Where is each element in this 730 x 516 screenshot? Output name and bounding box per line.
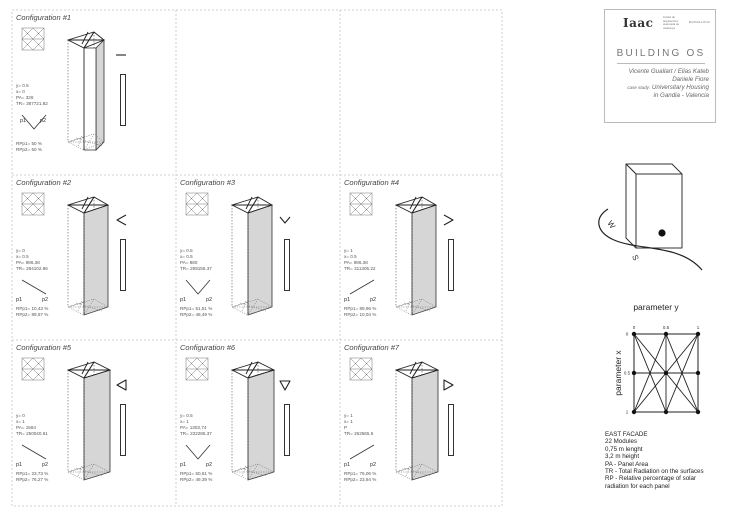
p1-label: p1: [16, 297, 23, 302]
x-tick-label: 0: [625, 331, 629, 337]
panel-selector-diagram: [180, 443, 220, 467]
parameter-chart: [620, 316, 710, 416]
panel-grid-thumbnail: [348, 356, 374, 382]
grid-node: [664, 332, 668, 336]
panel-prism-drawing: [60, 183, 116, 335]
parameter-line: TR= 284102.86: [16, 266, 48, 271]
building-box-left: [626, 164, 636, 248]
rp-line: RPp2= 76,27 %: [16, 477, 49, 482]
parameter-line: PA= 986.38: [344, 260, 368, 265]
legend-line: 0,75 m lenght: [605, 445, 643, 453]
parameter-line: y= 0.5: [16, 83, 29, 88]
title-block: [604, 9, 716, 123]
p1-label: p1: [344, 297, 351, 302]
panel-prism-drawing: [60, 18, 116, 170]
x-tick-label: 0.5: [623, 370, 631, 376]
compass-s-label: S: [630, 253, 641, 262]
logo-institution-text: institut de arquitectura avançada de catalunya: [663, 15, 680, 30]
configuration-title: Configuration #2: [16, 178, 72, 187]
rp-line: RPp1= 51,51 %: [180, 306, 213, 311]
legend-line: radiation for each panel: [605, 482, 670, 490]
parameter-line: PA= 326: [16, 95, 34, 100]
parameter-line: TR= 250040.61: [16, 431, 48, 436]
rp-line: RPp1= 89,96 %: [344, 306, 377, 311]
selector-line: [186, 280, 210, 294]
case-study-label: case study:: [627, 85, 651, 90]
selector-line: [22, 280, 46, 294]
shaded-panel: [248, 370, 274, 480]
panel-selector-diagram: [180, 278, 220, 302]
panel-prism-drawing: [224, 348, 280, 500]
relative-percentages: [344, 471, 376, 483]
parameter-line: y= 0: [16, 413, 25, 418]
parameter-line: x= 0.5: [180, 254, 193, 259]
parameter-line: TR= 311306.22: [344, 266, 376, 271]
legend-line: 22 Modules: [605, 438, 637, 446]
parameter-line: x= 1: [344, 419, 353, 424]
rp-line: RPp2= 10,04 %: [344, 312, 377, 317]
legend-line: TR - Total Radiation on the surfaces: [605, 468, 704, 476]
panel-selector-diagram: [344, 278, 384, 302]
panel-grid-thumbnail: [184, 356, 210, 382]
panel-grid-thumbnail: [20, 356, 46, 382]
relative-percentages: [16, 471, 48, 483]
p2-label: p2: [206, 462, 213, 467]
panel-elevation-bar: [448, 404, 454, 456]
plan-glyph: [114, 213, 128, 227]
panel-grid-thumbnail: [20, 26, 46, 52]
parameter-line: PA= 986.38: [16, 260, 40, 265]
selector-line: [22, 445, 46, 459]
configuration-parameters: [180, 413, 212, 437]
plan-glyph: [278, 378, 292, 392]
configuration-6: [176, 340, 338, 501]
grid-node: [664, 371, 668, 375]
configuration-4: [340, 175, 502, 336]
p1-label: p1: [344, 462, 351, 467]
front-panel: [84, 48, 96, 150]
parameter-line: PA= 1584: [16, 425, 36, 430]
configuration-title: Configuration #1: [16, 13, 72, 22]
selector-line: [350, 445, 374, 459]
p2-label: p2: [42, 297, 49, 302]
authors-line-1: Vicente Guallart / Elias Kateb: [628, 68, 709, 75]
p2-label: p2: [42, 462, 49, 467]
panel-grid-thumbnail: [20, 191, 46, 217]
grid-node: [696, 332, 700, 336]
configuration-title: Configuration #3: [180, 178, 236, 187]
selector-line: [350, 280, 374, 294]
rp-line: RPp2= 23,94 %: [344, 477, 377, 482]
case-study-location: in Gandia - Valencia: [653, 92, 709, 99]
panel-elevation-bar: [284, 404, 290, 456]
p1-label: p1: [180, 297, 187, 302]
parameter-line: TR= 387721.82: [16, 101, 48, 106]
legend-line: EAST FACADE: [605, 431, 648, 438]
parameter-line: x= 0.5: [344, 254, 357, 259]
parameter-line: y= 0.5: [180, 413, 193, 418]
rp-line: RPp2= 89,57 %: [16, 312, 49, 317]
p2-label: p2: [40, 118, 47, 124]
shaded-panel: [96, 40, 104, 150]
relative-percentages: [344, 306, 376, 318]
grid-node: [632, 410, 636, 414]
parameter-line: x= 0.5: [16, 254, 29, 259]
parameter-x-title: parameter x: [613, 350, 623, 396]
configuration-7: [340, 340, 502, 501]
configuration-parameters: [344, 413, 373, 437]
parameter-line: PA= 1303,74: [180, 425, 207, 430]
panel-prism-drawing: [388, 348, 444, 500]
parameter-line: PA= 880: [180, 260, 198, 265]
parameter-line: y= 0.5: [180, 248, 193, 253]
p2-label: p2: [370, 462, 377, 467]
panel-elevation-bar: [120, 404, 126, 456]
rp-line: RPp1= 50 %: [16, 141, 42, 146]
parameter-line: TR= 232285.37: [180, 431, 212, 436]
case-study-text: Universitary Housing: [651, 84, 709, 91]
case-study-line: [627, 84, 709, 92]
project-title: BUILDING OS: [616, 48, 706, 59]
legend-line: PA - Panel Area: [605, 460, 649, 468]
p1-label: p1: [20, 118, 27, 124]
iaac-logo: Iaac: [623, 16, 654, 30]
p1-label: p1: [180, 462, 187, 467]
parameter-line: TR= 262565.5: [344, 431, 374, 436]
grid-node: [632, 371, 636, 375]
y-tick-label: 0.5: [662, 325, 670, 330]
parameter-y-title: parameter y: [633, 302, 679, 312]
shaded-panel: [412, 205, 436, 315]
rp-line: RPp1= 50,61 %: [180, 471, 213, 476]
building-box-front: [636, 174, 682, 248]
panel-selector-diagram: [344, 443, 384, 467]
configuration-title: Configuration #7: [344, 343, 400, 352]
sun-position-marker: [658, 229, 665, 236]
parameter-line: y= 1: [344, 413, 353, 418]
y-tick-label: 1: [696, 325, 700, 330]
orientation-diagram: [592, 152, 710, 282]
legend-line: RP - Relative percentage of solar: [605, 475, 697, 483]
panel-elevation-bar: [284, 239, 290, 291]
plan-glyph: [442, 213, 456, 227]
shaded-panel: [248, 205, 272, 315]
rp-line: RPp2= 50 %: [16, 147, 42, 152]
panel-prism-drawing: [60, 348, 116, 500]
configuration-parameters: [344, 248, 375, 272]
configuration-parameters: [180, 248, 212, 272]
configuration-3: [176, 175, 338, 336]
p1-label: p1: [16, 462, 23, 467]
rp-line: RPp1= 76,06 %: [344, 471, 377, 476]
panel-selector-diagram: [16, 113, 56, 137]
configuration-2: [12, 175, 174, 336]
parameter-line: y= 1: [344, 248, 353, 253]
configuration-title: Configuration #4: [344, 178, 400, 187]
relative-percentages: [16, 306, 48, 318]
panel-selector-diagram: [16, 278, 56, 302]
x-tick-label: 1: [625, 409, 629, 415]
plan-glyph: [114, 378, 128, 392]
logo-city-text: BARCELONA: [689, 20, 711, 24]
y-tick-label: 0: [632, 325, 636, 330]
compass-w-label: W: [605, 218, 618, 231]
grid-node: [632, 332, 636, 336]
rp-line: RPp1= 10,43 %: [16, 306, 49, 311]
panel-grid-thumbnail: [184, 191, 210, 217]
panel-prism-drawing: [224, 183, 280, 335]
p2-label: p2: [206, 297, 213, 302]
shaded-panel: [84, 370, 110, 480]
authors-block: [627, 68, 709, 100]
rp-line: RPp2= 49,39 %: [180, 477, 213, 482]
grid-node: [696, 371, 700, 375]
panel-elevation-bar: [120, 74, 126, 126]
configuration-title: Configuration #5: [16, 343, 72, 352]
panel-elevation-bar: [448, 239, 454, 291]
rp-line: RPp1= 23,73 %: [16, 471, 49, 476]
plan-glyph: [442, 378, 456, 392]
parameter-line: x= 1: [180, 419, 189, 424]
configuration-parameters: [16, 413, 48, 437]
relative-percentages: [16, 141, 42, 153]
p2-label: p2: [370, 297, 377, 302]
title-divider: [617, 63, 705, 64]
configuration-1: [12, 10, 174, 171]
configuration-5: [12, 340, 174, 501]
parameter-line: y= 0: [16, 248, 25, 253]
relative-percentages: [180, 471, 212, 483]
panel-elevation-bar: [120, 239, 126, 291]
panel-selector-diagram: [16, 443, 56, 467]
shaded-panel: [84, 205, 108, 315]
rp-line: RPp2= 48,49 %: [180, 312, 213, 317]
parameter-line: TR= 269155.37: [180, 266, 212, 271]
panel-grid-thumbnail: [348, 191, 374, 217]
legend-block: [605, 431, 704, 490]
shaded-panel: [412, 370, 438, 480]
parameter-line: x= 1: [16, 419, 25, 424]
panel-prism-drawing: [388, 183, 444, 335]
relative-percentages: [180, 306, 212, 318]
configuration-parameters: [16, 248, 48, 272]
configuration-parameters: [16, 83, 48, 107]
parameter-line: P: [344, 425, 348, 430]
plan-glyph: [278, 213, 292, 227]
parameter-line: x= 0: [16, 89, 25, 94]
legend-line: 3,2 m height: [605, 453, 640, 461]
configuration-title: Configuration #6: [180, 343, 236, 352]
grid-node: [664, 410, 668, 414]
authors-line-2: Daniele Fiore: [672, 76, 709, 83]
plan-glyph: [114, 48, 128, 62]
grid-node: [696, 410, 700, 414]
selector-line: [186, 445, 210, 459]
